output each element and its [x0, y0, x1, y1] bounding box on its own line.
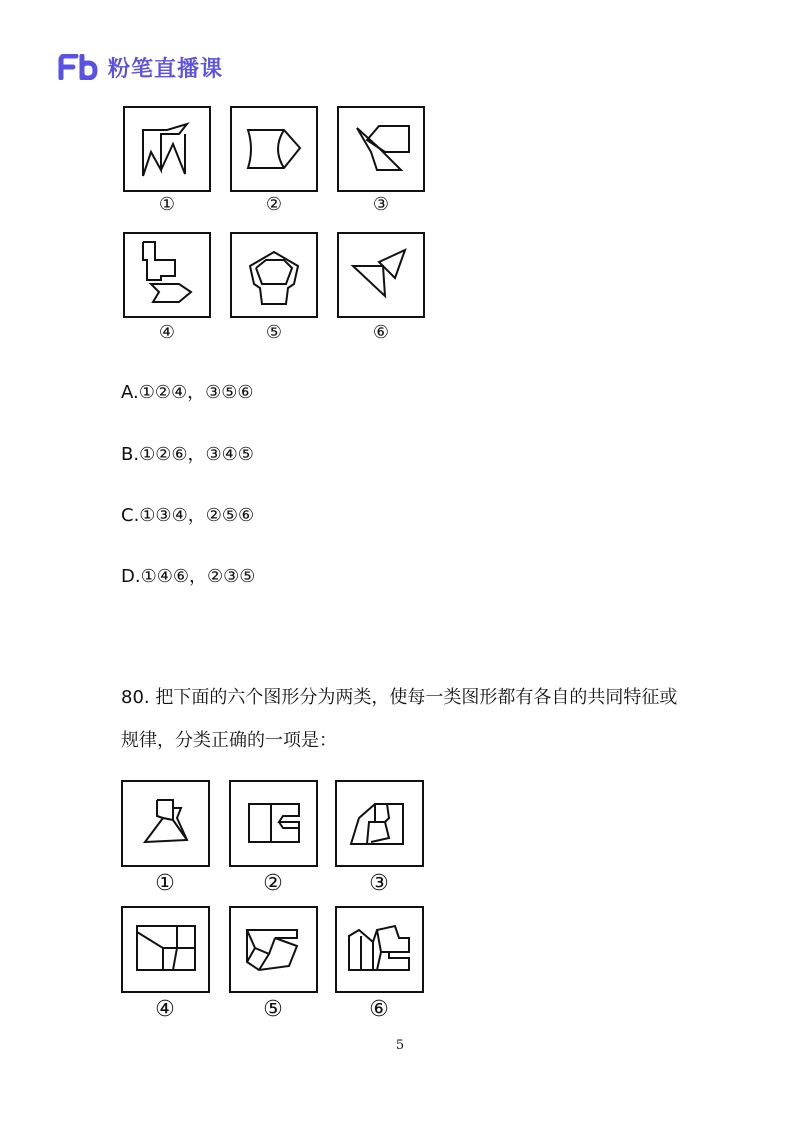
q79-label-6: ⑥ — [372, 322, 390, 343]
q79-label-1: ① — [158, 194, 176, 215]
q79-label-3: ③ — [372, 194, 390, 215]
brand-logo — [58, 52, 223, 82]
q79-figure-1 — [123, 106, 211, 192]
q80-figure-5 — [229, 906, 318, 993]
q80-label-1: ① — [155, 871, 175, 896]
question-80-line-2: 规律，分类正确的一项是： — [121, 730, 337, 751]
logo-text: 粉笔直播课 — [108, 56, 224, 82]
q80-figure-4 — [121, 906, 210, 993]
q80-figure-2 — [229, 780, 318, 867]
q80-label-4: ④ — [155, 997, 175, 1022]
q79-figure-5 — [230, 232, 318, 318]
option-d[interactable]: D.①④⑥，②③⑤ — [121, 566, 256, 587]
q80-label-3: ③ — [369, 871, 389, 896]
q80-figure-3 — [335, 780, 424, 867]
q79-figure-4 — [123, 232, 211, 318]
q79-label-4: ④ — [158, 322, 176, 343]
q79-label-2: ② — [265, 194, 283, 215]
q80-label-5: ⑤ — [263, 997, 283, 1022]
option-c[interactable]: C.①③④，②⑤⑥ — [121, 505, 255, 526]
question-80-line-1: 80. 把下面的六个图形分为两类，使每一类图形都有各自的共同特征或 — [121, 687, 678, 708]
q80-label-6: ⑥ — [369, 997, 389, 1022]
q80-label-2: ② — [263, 871, 283, 896]
q80-figure-1 — [121, 780, 210, 867]
q79-label-5: ⑤ — [265, 322, 283, 343]
q79-figure-3 — [337, 106, 425, 192]
option-a[interactable]: A.①②④，③⑤⑥ — [121, 382, 254, 403]
q79-figure-2 — [230, 106, 318, 192]
fb-logo-icon — [58, 54, 98, 80]
q80-figure-6 — [335, 906, 424, 993]
q79-figure-6 — [337, 232, 425, 318]
option-b[interactable]: B.①②⑥，③④⑤ — [121, 444, 254, 465]
page-number: 5 — [395, 1038, 405, 1053]
